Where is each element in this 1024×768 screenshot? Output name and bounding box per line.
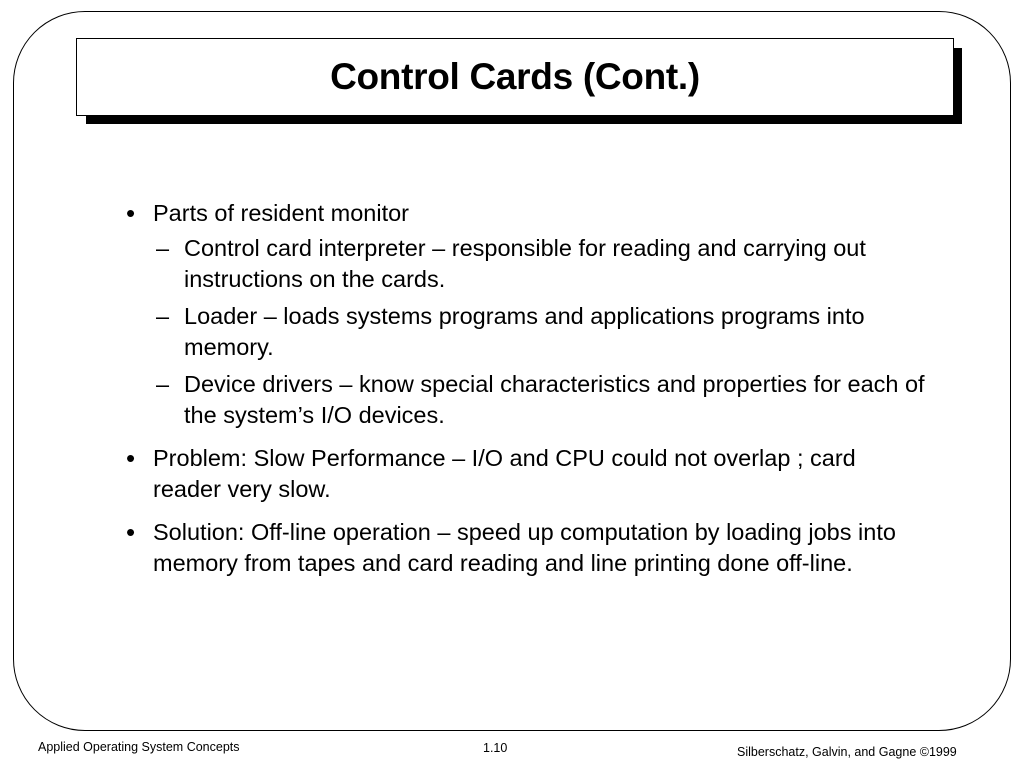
sub-list [153,233,926,431]
title-box [76,38,954,116]
bullet-text: Problem: Slow Performance – I/O and CPU could not overlap ; card reader very slow. [153,445,856,502]
slide-body [126,198,926,591]
bullet-marker: • [126,443,136,473]
sub-item [126,369,926,431]
footer-course-title: Applied Operating System Concepts [38,740,240,754]
slide-title: Control Cards (Cont.) [330,56,700,97]
bullet-item [126,517,926,579]
sub-item [126,233,926,295]
sub-item-text: Device drivers – know special characteristics and properties for each of the system’s I/O devices. [184,371,925,428]
footer-copyright: Silberschatz, Galvin, and Gagne ©1999 [737,745,957,759]
bullet-marker: • [126,517,136,547]
dash-marker: – [156,371,170,397]
sub-item-text: Loader – loads systems programs and applications programs into memory. [184,303,865,360]
bullet-text: Parts of resident monitor [153,200,409,226]
dash-marker: – [156,235,170,261]
bullet-marker: • [126,198,136,228]
footer-page-number: 1.10 [483,741,508,755]
bullet-text: Solution: Off-line operation – speed up computation by loading jobs into memory from tapes and card reading and line printing done off-line. [153,519,896,576]
dash-marker: – [156,303,170,329]
sub-item [126,301,926,363]
bullet-item [126,198,926,431]
sub-item-text: Control card interpreter – responsible for reading and carrying out instructions on the cards. [184,235,866,292]
bullet-item [126,443,926,505]
